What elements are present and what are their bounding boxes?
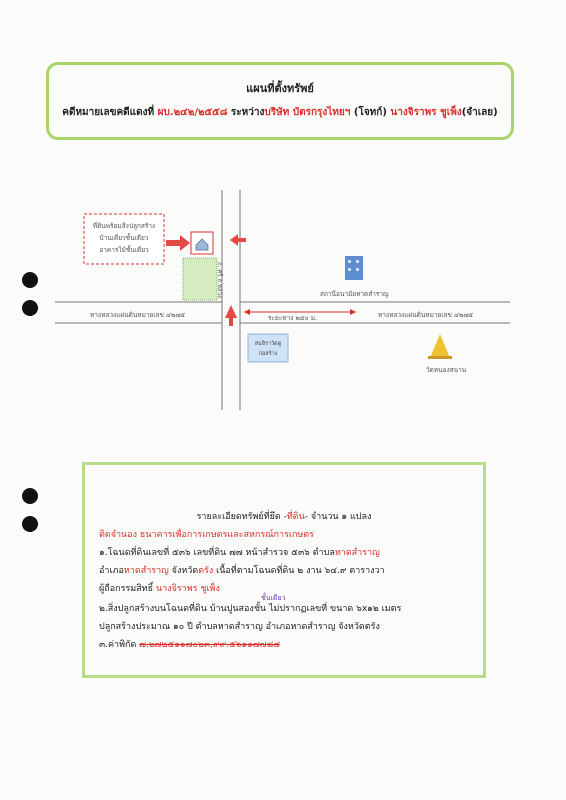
details-heading-highlight: ที่ดิน <box>286 512 305 522</box>
building-icon <box>345 256 363 280</box>
between-text: ระหว่าง <box>230 107 265 118</box>
distance-arrow-left-icon <box>244 309 250 315</box>
title-deed-line <box>99 545 380 559</box>
temple-icon <box>430 334 450 358</box>
area-text: เนื้อที่ตามโฉนดที่ดิน ๒ งาน ๖๔.๙ ตารางวา <box>213 566 385 576</box>
school-label: สถานีอนามัยหาดสำราญ <box>320 290 389 298</box>
distance-arrow-right-icon <box>350 309 356 315</box>
building-window <box>348 268 351 271</box>
location-map <box>0 190 566 420</box>
district-name: หาดสำราญ <box>123 566 169 576</box>
title-box <box>46 62 514 140</box>
distance-label: ระยะทาง ๒๕๐ ม. <box>268 314 318 322</box>
small-building-line1: สนจิราวัดดู <box>254 341 282 347</box>
property-label-line3: อาคารไม้ชั้นเดียว <box>99 246 149 254</box>
road-v-label: ถ. ศรี ล.หลวง <box>216 262 223 298</box>
building-line: ๒.สิ่งปลูกสร้างบนโฉนดที่ดิน บ้านปูนสองชั้น ไม่ปรากฏเลขที่ ขนาด ๖x๑๒ เมตร <box>99 604 402 614</box>
binder-hole-3 <box>22 488 38 504</box>
small-building-line2: ก่อสร้าง <box>258 351 278 357</box>
case-number: ผบ.๒๔๒/๒๕๕๘ <box>157 107 228 118</box>
property-details <box>82 462 486 678</box>
arrow-to-property-icon <box>166 235 190 251</box>
building-age-line: ปลูกสร้างประมาณ ๑๐ ปี ตำบลหาดสำราญ อำเภอหาดสำราญ จังหวัดตรัง <box>99 622 380 632</box>
arrow-up-icon <box>225 305 237 326</box>
temple-label: วัดหนองสนาน <box>426 366 467 374</box>
province-prefix: จังหวัด <box>168 566 199 576</box>
small-building-box <box>248 334 288 362</box>
building-window <box>348 260 351 263</box>
details-heading <box>85 509 483 523</box>
property-plot <box>183 258 217 300</box>
owner-line <box>99 581 220 595</box>
province-name: ตรัง <box>198 566 214 576</box>
district-prefix: อำเภอ <box>99 566 124 576</box>
page-title: แผนที่ตั้งทรัพย์ <box>246 82 314 95</box>
details-heading-suffix: - จำนวน ๑ แปลง <box>304 512 372 522</box>
owner-prefix: ผู้ถือกรรมสิทธิ์ <box>99 584 156 594</box>
handwritten-annotation: ชั้นเดียว <box>261 594 286 602</box>
details-heading-prefix: รายละเอียดทรัพย์ที่ยึด - <box>196 512 287 522</box>
arrow-left-icon <box>230 234 246 246</box>
case-line <box>49 105 511 120</box>
plaintiff-name: บริษัท บัตรกรุงไทยฯ <box>264 107 351 118</box>
building-window <box>356 268 359 271</box>
property-label-line1: ที่ดินพร้อมสิ่งปลูกสร้าง <box>92 222 156 230</box>
binder-hole-4 <box>22 516 38 532</box>
plaintiff-role: (โจทก์) <box>353 107 387 118</box>
district-line <box>99 563 385 577</box>
subdistrict-name: หาดสำราญ <box>334 548 380 558</box>
defendant-name: นางจิราพร ชูเพ็ง <box>390 107 462 118</box>
coordinate-prefix: ๓.ค่าพิกัด <box>99 640 137 650</box>
case-prefix: คดีหมายเลขคดีแดงที่ <box>62 107 155 118</box>
mortgage-line: ติดจำนอง ธนาคารเพื่อการเกษตรและสหกรณ์การเกษตร <box>99 530 315 540</box>
title-deed-text: ๑.โฉนดที่ดินเลขที่ ๕๓๖ เลขที่ดิน ๗๗ หน้าสำรวจ ๕๓๖ ตำบล <box>99 548 335 558</box>
road-left-label: ทางหลวงแผ่นดินหมายเลข ๔๒๗๕ <box>90 311 186 319</box>
road-right-label: ทางหลวงแผ่นดินหมายเลข ๔๒๗๕ <box>378 311 474 319</box>
defendant-role: (จำเลย) <box>461 107 498 118</box>
coordinate-value: ๗.๒๗๒๕๑๑๗๐๒๓,๙๙.๕๖๑๑๗๗๘๔ <box>139 640 281 650</box>
coordinate-line <box>99 637 280 651</box>
owner-name: นางจิราพร ชูเพ็ง <box>155 584 220 594</box>
property-label-line2: บ้านเดี่ยวชั้นเดียว <box>99 234 149 242</box>
building-window <box>356 260 359 263</box>
temple-base <box>428 356 452 359</box>
